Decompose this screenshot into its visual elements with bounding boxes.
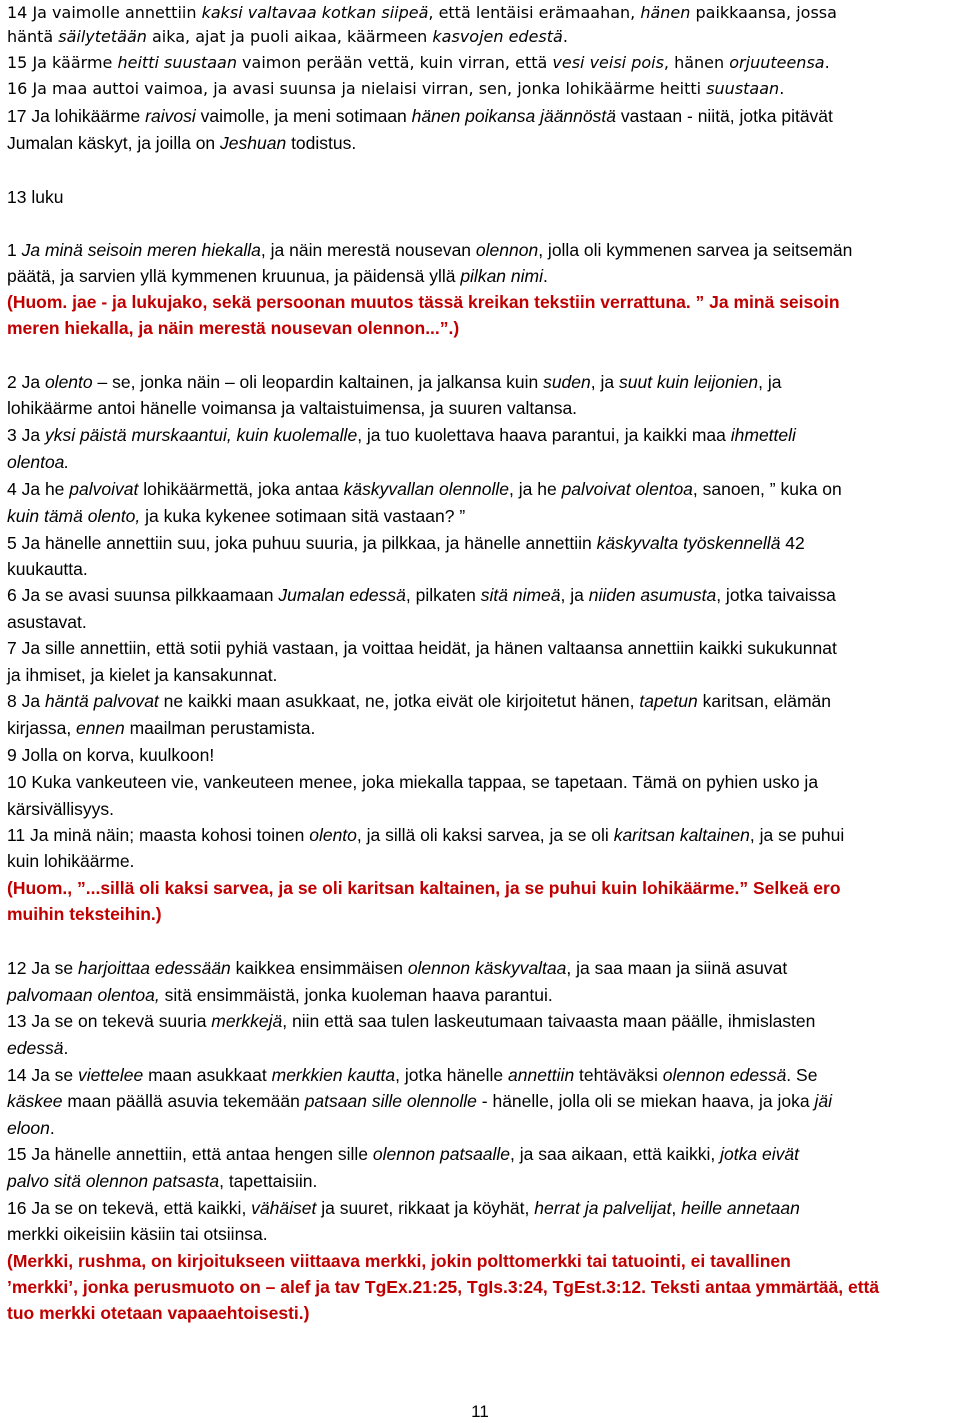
text-line xyxy=(7,130,356,156)
text-segment: . xyxy=(543,266,548,286)
italic-segment: palvomaan olentoa, xyxy=(7,985,160,1005)
italic-segment: käskyvallan olennolle xyxy=(343,479,510,499)
italic-segment: patsaan sille olennolle xyxy=(304,1091,477,1111)
text-line xyxy=(7,449,69,475)
text-line xyxy=(7,0,837,26)
text-segment: ja ihmiset, ja kielet ja kansakunnat. xyxy=(7,665,278,685)
italic-segment: palvoivat xyxy=(69,479,139,499)
italic-segment: pilkan nimi xyxy=(460,266,543,286)
text-segment: paikkaansa, jossa xyxy=(690,3,837,22)
italic-segment: merkkejä xyxy=(211,1011,283,1031)
text-line xyxy=(7,556,88,582)
text-segment: , jolla oli kymmenen sarvea ja seitsemän xyxy=(538,240,853,260)
text-segment: , sanoen, ” kuka on xyxy=(692,479,842,499)
text-segment: kirjassa, xyxy=(7,718,77,738)
text-segment: 8 Ja xyxy=(7,691,45,711)
text-segment: 42 xyxy=(780,533,805,553)
text-segment: , ja tuo kuolettava haava parantui, ja kaikki maa xyxy=(357,425,731,445)
text-segment: , xyxy=(671,1198,682,1218)
italic-segment: jotka eivät xyxy=(720,1144,799,1164)
italic-segment: ihmetteli xyxy=(730,425,796,445)
italic-segment: säilytetään xyxy=(58,27,147,46)
italic-segment: yksi päistä murskaantui, kuin kuolemalle xyxy=(44,425,358,445)
italic-segment: edessä xyxy=(7,1038,64,1058)
text-segment: , ja saa maan ja siinä asuvat xyxy=(566,958,788,978)
italic-segment: kasvojen edestä xyxy=(432,27,563,46)
text-segment: 9 Jolla on korva, kuulkoon! xyxy=(7,745,215,765)
italic-segment: sitä nimeä xyxy=(480,585,561,605)
text-line xyxy=(7,1062,817,1088)
text-segment: , ja xyxy=(560,585,589,605)
italic-segment: olennon edessä xyxy=(662,1065,787,1085)
text-segment: 4 Ja he xyxy=(7,479,70,499)
text-segment: muihin teksteihin.) xyxy=(7,904,162,924)
text-segment: vastaan - niitä, jotka pitävät xyxy=(615,106,833,126)
text-segment: 17 Ja lohikäärme xyxy=(7,106,146,126)
text-segment: häntä xyxy=(7,27,59,46)
italic-segment: Jumalan edessä xyxy=(278,585,406,605)
text-line xyxy=(7,635,837,661)
italic-segment: suden xyxy=(543,372,591,392)
text-line xyxy=(7,50,830,76)
text-segment: maailman perustamista. xyxy=(124,718,316,738)
text-line xyxy=(7,237,852,263)
text-line xyxy=(7,982,553,1008)
text-segment: 7 Ja sille annettiin, että sotii pyhiä vastaan, ja voittaa heidät, ja hänen valtaansa annettiin kaikki sukukunnat xyxy=(7,638,837,658)
text-segment: , jotka taivaissa xyxy=(716,585,836,605)
text-segment: , ja saa aikaan, että kaikki, xyxy=(510,1144,721,1164)
italic-segment: niiden asumusta xyxy=(588,585,717,605)
italic-segment: olennon xyxy=(475,240,539,260)
text-segment: – se, jonka näin – oli leopardin kaltainen, ja jalkansa kuin xyxy=(92,372,544,392)
italic-segment: tapetun xyxy=(639,691,698,711)
text-segment: merkki oikeisiin käsiin tai otsiinsa. xyxy=(7,1224,268,1244)
text-segment: . Se xyxy=(786,1065,818,1085)
text-segment: lohikäärme antoi hänelle voimansa ja valtaistuimensa, ja suuren valtansa. xyxy=(7,398,578,418)
text-segment: (Huom. jae - ja lukujako, sekä persoonan muutos tässä kreikan tekstiin verrattuna. ” Ja minä seisoin xyxy=(7,292,840,312)
text-segment: . xyxy=(779,79,785,98)
text-segment: todistus. xyxy=(286,133,357,153)
text-segment: . xyxy=(562,27,568,46)
text-line xyxy=(7,742,214,768)
italic-segment: suustaan xyxy=(706,79,780,98)
text-segment: . xyxy=(63,1038,69,1058)
text-line xyxy=(7,1008,815,1034)
text-segment: , pilkaten xyxy=(405,585,481,605)
note-line xyxy=(7,901,162,927)
text-line xyxy=(7,582,836,608)
italic-segment: ennen xyxy=(76,718,125,738)
text-line xyxy=(7,662,277,688)
text-segment: kuin lohikäärme. xyxy=(7,851,135,871)
text-segment: kaikkea ensimmäisen xyxy=(230,958,408,978)
italic-segment: olennon patsaalle xyxy=(372,1144,511,1164)
italic-segment: hänen poikansa jäännöstä xyxy=(411,106,616,126)
italic-segment: Jeshuan xyxy=(220,133,287,153)
text-segment: 14 Ja se xyxy=(7,1065,79,1085)
text-segment: tuo merkki otetaan vapaaehtoisesti.) xyxy=(7,1303,310,1323)
text-segment: , että lentäisi erämaahan, xyxy=(428,3,641,22)
text-line xyxy=(7,476,842,502)
text-segment: , ja se puhui xyxy=(749,825,845,845)
italic-segment: palvoivat olentoa xyxy=(561,479,693,499)
italic-segment: häntä palvovat xyxy=(44,691,159,711)
text-line xyxy=(7,1221,268,1247)
text-segment: , ja xyxy=(758,372,782,392)
page-number: 11 xyxy=(471,1402,489,1421)
text-line xyxy=(7,1168,317,1194)
text-segment: 5 Ja hänelle annettiin suu, joka puhuu suuria, ja pilkkaa, ja hänelle annettiin xyxy=(7,533,597,553)
italic-segment: olento xyxy=(44,372,93,392)
text-segment: 13 luku xyxy=(7,187,64,207)
italic-segment: vähäiset xyxy=(251,1198,317,1218)
text-line xyxy=(7,822,844,848)
italic-segment: heitti suustaan xyxy=(117,53,237,72)
text-segment: 15 Ja käärme xyxy=(7,53,118,72)
italic-segment: eloon xyxy=(7,1118,50,1138)
text-segment: Jumalan käskyt, ja joilla on xyxy=(7,133,221,153)
text-line xyxy=(7,769,818,795)
italic-segment: harjoittaa edessään xyxy=(78,958,231,978)
text-line xyxy=(7,503,465,529)
text-segment: lohikäärmettä, joka antaa xyxy=(138,479,344,499)
text-line xyxy=(7,263,548,289)
italic-segment: merkkien kautta xyxy=(271,1065,396,1085)
text-segment: ja suuret, rikkaat ja köyhät, xyxy=(316,1198,535,1218)
text-segment: , niin että saa tulen laskeutumaan taivaasta maan päälle, ihmislasten xyxy=(282,1011,816,1031)
italic-segment: olentoa. xyxy=(7,452,70,472)
note-line xyxy=(7,1300,309,1326)
italic-segment: käskee xyxy=(7,1091,63,1111)
text-segment: aika, ajat ja puoli aikaa, käärmeen xyxy=(146,27,433,46)
note-line xyxy=(7,875,841,901)
italic-segment: kaksi valtavaa kotkan siipeä xyxy=(201,3,429,22)
italic-segment: annettiin xyxy=(508,1065,575,1085)
text-segment: kärsivällisyys. xyxy=(7,799,114,819)
text-segment: tehtäväksi xyxy=(574,1065,663,1085)
text-line xyxy=(7,422,796,448)
text-line xyxy=(7,688,831,714)
text-segment: kuukautta. xyxy=(7,559,88,579)
italic-segment: palvo sitä olennon patsasta xyxy=(7,1171,220,1191)
text-segment: ’merkki’, jonka perusmuoto on – alef ja tav TgEx.21:25, TgIs.3:24, TgEst.3:12. Teksti antaa ymmärtää, että xyxy=(7,1277,880,1297)
italic-segment: Ja minä seisoin meren hiekalla xyxy=(21,240,261,260)
note-line xyxy=(7,315,459,341)
text-line xyxy=(7,369,781,395)
text-segment: , jotka hänelle xyxy=(395,1065,509,1085)
text-segment: asustavat. xyxy=(7,612,87,632)
italic-segment: käskyvalta työskennellä xyxy=(596,533,781,553)
text-segment: maan päällä asuvia tekemään xyxy=(62,1091,305,1111)
italic-segment: suut kuin leijonien xyxy=(618,372,759,392)
text-segment: 16 Ja se on tekevä, että kaikki, xyxy=(7,1198,252,1218)
italic-segment: hänen xyxy=(640,3,691,22)
text-segment: 3 Ja xyxy=(7,425,45,445)
text-line xyxy=(7,1115,55,1141)
italic-segment: karitsan kaltainen xyxy=(613,825,750,845)
text-segment: 6 Ja se avasi suunsa pilkkaamaan xyxy=(7,585,279,605)
text-segment: ja kuka kykenee sotimaan sitä vastaan? ” xyxy=(140,506,466,526)
text-segment: 12 Ja se xyxy=(7,958,79,978)
text-line xyxy=(7,24,568,50)
text-segment: 1 xyxy=(7,240,22,260)
italic-segment: herrat ja palvelijat xyxy=(534,1198,672,1218)
text-segment: 14 Ja vaimolle annettiin xyxy=(7,3,202,22)
text-segment: (Merkki, rushma, on kirjoitukseen viittaava merkki, jokin polttomerkki tai tatuointi, ei tavallinen xyxy=(7,1251,791,1271)
note-line xyxy=(7,1274,879,1300)
text-segment: 13 Ja se on tekevä suuria xyxy=(7,1011,212,1031)
text-line xyxy=(7,103,833,129)
text-line xyxy=(7,184,63,210)
text-segment: päätä, ja sarvien yllä kymmenen kruunua, ja päidensä yllä xyxy=(7,266,461,286)
italic-segment: orjuuteensa xyxy=(729,53,825,72)
text-line xyxy=(7,796,114,822)
text-segment: - hänelle, jolla oli se miekan haava, ja joka xyxy=(476,1091,815,1111)
italic-segment: kuin tämä olento, xyxy=(7,506,141,526)
italic-segment: viettelee xyxy=(78,1065,144,1085)
text-line xyxy=(7,530,805,556)
italic-segment: heille annetaan xyxy=(681,1198,800,1218)
text-line xyxy=(7,1035,68,1061)
text-segment: 15 Ja hänelle annettiin, että antaa hengen sille xyxy=(7,1144,373,1164)
note-line xyxy=(7,289,840,315)
text-segment: sitä ensimmäistä, jonka kuoleman haava parantui. xyxy=(159,985,553,1005)
text-segment: 16 Ja maa auttoi vaimoa, ja avasi suunsa ja nielaisi virran, sen, jonka lohikäärme heitti xyxy=(7,79,707,98)
text-segment: karitsan, elämän xyxy=(697,691,832,711)
text-segment: , ja sillä oli kaksi sarvea, ja se oli xyxy=(356,825,614,845)
text-segment: 10 Kuka vankeuteen vie, vankeuteen menee, joka miekalla tappaa, se tapetaan. Tämä on pyhien usko ja xyxy=(7,772,819,792)
text-line xyxy=(7,1195,800,1221)
text-segment: , hänen xyxy=(663,53,730,72)
text-line xyxy=(7,955,787,981)
text-segment: . xyxy=(49,1118,55,1138)
text-segment: 2 Ja xyxy=(7,372,45,392)
text-segment: , ja näin merestä nousevan xyxy=(260,240,476,260)
text-line xyxy=(7,76,784,102)
text-segment: ne kaikki maan asukkaat, ne, jotka eivät ole kirjoitetut hänen, xyxy=(158,691,640,711)
italic-segment: vesi veisi pois xyxy=(552,53,664,72)
text-segment: meren hiekalla, ja näin merestä nousevan olennon...”.) xyxy=(7,318,460,338)
text-segment: (Huom., ”...sillä oli kaksi sarvea, ja se oli karitsan kaltainen, ja se puhui kuin lohikäärme.” Selkeä ero xyxy=(7,878,841,898)
text-segment: . xyxy=(824,53,830,72)
text-segment: maan asukkaat xyxy=(143,1065,272,1085)
text-line xyxy=(7,1088,832,1114)
note-line xyxy=(7,1248,791,1274)
text-line xyxy=(7,848,134,874)
text-line xyxy=(7,1141,799,1167)
italic-segment: olennon käskyvaltaa xyxy=(407,958,567,978)
text-line xyxy=(7,395,577,421)
italic-segment: raivosi xyxy=(145,106,196,126)
italic-segment: jäi xyxy=(814,1091,832,1111)
text-segment: vaimolle, ja meni sotimaan xyxy=(195,106,412,126)
text-line xyxy=(7,609,87,635)
text-segment: vaimon perään vettä, kuin virran, että xyxy=(236,53,553,72)
text-segment: , tapettaisiin. xyxy=(219,1171,318,1191)
text-segment: 11 Ja minä näin; maasta kohosi toinen xyxy=(7,825,310,845)
italic-segment: olento xyxy=(309,825,357,845)
text-line xyxy=(7,715,315,741)
text-segment: , ja xyxy=(590,372,619,392)
text-segment: , ja he xyxy=(509,479,562,499)
